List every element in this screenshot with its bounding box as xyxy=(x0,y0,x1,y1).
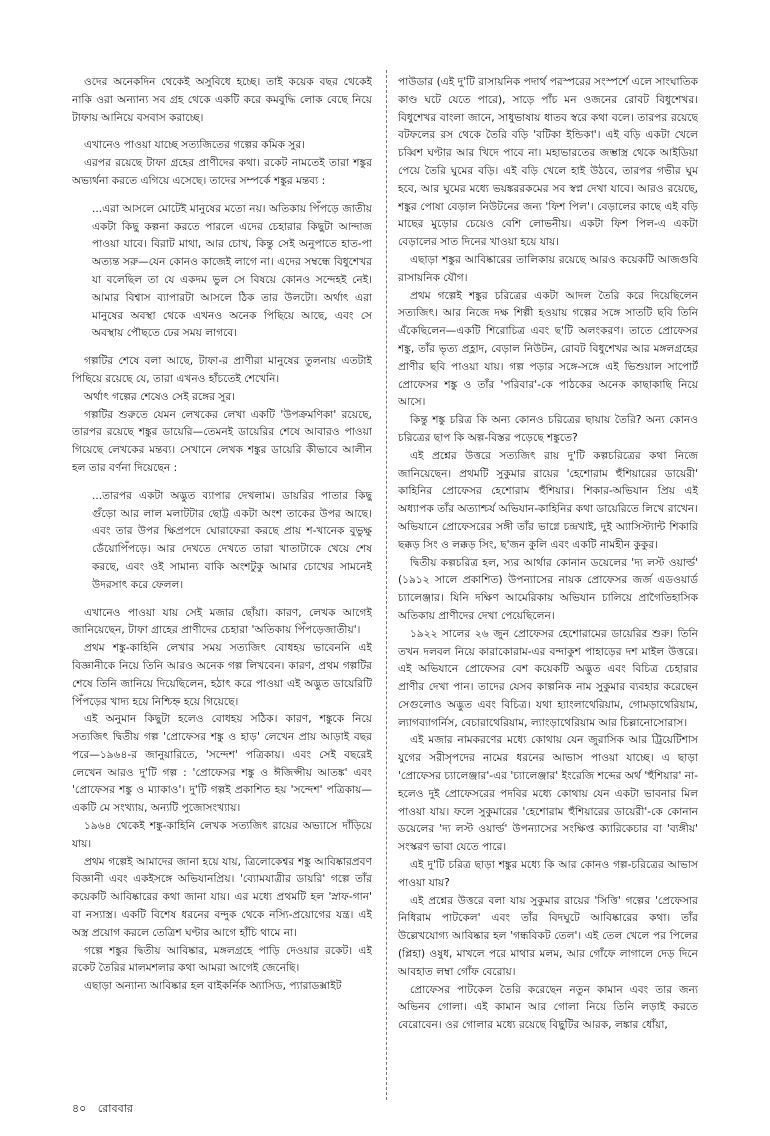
paragraph: এই মজার নামকরণের মধ্যে কোথায় যেন জুরাসিক আর ট্রিয়েটিশাস যুগের সরীসৃপদের নামের ধরনের আভাস পাওয়া যাচ্ছে। এ ছাড়া 'প্রোফেসর চ্যালেঞ্জার'-এর 'চ্যালেঞ্জার' ইংরেজি শব্দের অর্থ 'হুঁশিয়ার' না-হলেও দুই প্রোফেসরের পদবির মধ্যে কোথায় যেন একটা ভাবনার মিল পাওয়া যায়। ফলে সুকুমারের 'হেশোরাম হুঁশিয়ারের ডায়েরী'-কে কোনান ডয়েলের 'দ্য লস্ট ওয়ার্ল্ড' উপন্যাসের সংক্ষিপ্ত ক্যারিকেচার বা 'ব্যঙ্গীয়' সংস্করণ ভাবা যেতে পারে। xyxy=(398,734,698,854)
paragraph: ১৯২২ সালের ২৬ জুন প্রোফেসর হেশোরামের ডায়েরির শুরু। তিনি তখন দলবল নিয়ে কারাকোরাম-এর বন্দাকুশ পাহাড়ের দশ মাইল উত্তরে। এই অভিযানে প্রোফেসর বেশ কয়েকটি অদ্ভুত এবং বিচিত্র চেহারার প্রাণীর দেখা পান। তাদের যেসব কাল্পনিক নাম সুকুমার ব্যবহার করেছেন সেগুলোও অদ্ভুত এবং বিচিত্র। যথা হ্যাংলাথেরিয়াম, গোমড়াথেরিয়াম, ল্যাগব্যাগর্নিস, বেচারাথেরিয়াম, ল্যাংড়াথেরিয়াম আর চিল্লানোসোরাস। xyxy=(398,627,698,729)
column-divider xyxy=(386,70,387,1100)
paragraph: এছাড়া শঙ্কুর আবিষ্কারের তালিকায় রয়েছে আরও কয়েকটি আজগুবি রাসায়নিক যৌগ। xyxy=(398,253,698,284)
page-number: ৪০ xyxy=(72,1102,87,1115)
quote-text: ...তারপর একটা অদ্ভুত ব্যাপার দেখলাম। ডায়রির পাতার কিছু গুঁড়ো আর লাল মলাটটার ছোট্ট একটা অংশ তাকের উপর আছে। এবং তার উপর ক্ষিপ্রপদে ঘোরাফেরা করছে প্রায় শ-খানেক বুভুক্ষু ডেঁয়োপিঁপড়ে। আর দেখতে দেখতে তারা খাতাটাকে খেয়ে শেষ করছে, এবং ওই সামান্য বাকি অংশটুকু আমার চোখের সামনেই উদরসাৎ করে ফেলল। xyxy=(92,489,372,591)
quote-block xyxy=(92,488,372,595)
left-column xyxy=(72,74,372,1094)
page-footer xyxy=(72,1100,141,1119)
section-name: রোববার xyxy=(97,1102,133,1115)
paragraph: এছাড়া অন্যান্য আবিষ্কার হল বাইকর্নিক অ্যাসিড, প্যারাডক্সাইট xyxy=(84,980,342,993)
paragraph: প্রথম শঙ্কু-কাহিনি লেখার সময় সত্যজিৎ বোধহয় ভাবেননি এই বিজ্ঞানীকে নিয়ে তিনি আরও অনেক গল্প লিখবেন। কারণ, প্রথম গল্পটির শেষে তিনি জানিয়ে দিয়েছিলেন, হঠাৎ করে পাওয়া এই অদ্ভুত ডায়েরিটি পিঁপড়ের খাদ্য হয়ে নিশ্চিহ্ন হয়ে গিয়েছে। xyxy=(72,642,372,708)
paragraph: প্রথম গল্পেই আমাদের জানা হয়ে যায়, ত্রিলোকেশ্বর শঙ্কু আবিষ্কারপ্রবণ বিজ্ঞানী এবং একইসঙ্গে অভিযানপ্রিয়। 'ব্যোমযাত্রীর ডায়রি' গল্পে তাঁর কয়েকটি আবিষ্কারের কথা জানা যায়। এর মধ্যে প্রথমটি হল 'স্নাফ-গান' বা নস্যাস্ত্র। একটি বিশেষ ধরনের বন্দুক থেকে নস্যি-প্রয়োগের যন্ত্র। এই অস্ত্র প্রয়োগ করলে তেত্রিশ ঘণ্টার আগে হাঁচি থামে না। xyxy=(72,855,372,939)
paragraph: এরপর রয়েছে টাফা গ্রহের প্রাণীদের কথা। রকেট নামতেই তারা শঙ্কুর অভ্যর্থনা করতে এগিয়ে এসেছে। তাদের সম্পর্কে শঙ্কুর মন্তব্য : xyxy=(72,157,372,187)
paragraph: গল্পটির শেষে বলা আছে, টাফা-র প্রাণীরা মানুষের তুলনায় এতটাই পিছিয়ে রয়েছে যে, তারা এখনও হাঁচতেই শেখেনি। xyxy=(72,355,372,385)
paragraph: গল্পটির শুরুতে যেমন লেখকের লেখা একটি 'উপক্রমণিকা' রয়েছে, তারপর রয়েছে শঙ্কুর ডায়েরি—তেমনই ডায়েরির শেষে আবারও পাওয়া গিয়েছে লেখকের মন্তব্য। সেখানে লেখক শঙ্কুর ডায়েরি কীভাবে আলীন হল তার বর্ণনা দিয়েছেন : xyxy=(72,408,372,474)
paragraph: ওদের অনেকদিন থেকেই অসুবিধে হচ্ছে। তাই কয়েক বছর থেকেই নাকি ওরা অন্যান্য সব গ্রহ থেকে একটি করে কমবুদ্ধি লোক বেছে নিয়ে টাফায় আনিয়ে বসবাস করাচ্ছে। xyxy=(72,76,372,124)
quote-text: ...এরা আসলে মোটেই মানুষের মতো নয়। অতিকায় পিঁপড়ে জাতীয় একটা কিছু কল্পনা করতে পারলে এদের চেহারার কিছুটা আন্দাজ পাওয়া যাবে। বিরাট মাথা, আর চোখ, কিন্তু সেই অনুপাতে হাত-পা অত্যন্ত সরু—যেন কোনও কাজেই লাগে না। এদের সম্বন্ধে বিধুশেখর যা বলেছিল তা যে একদম ভুল সে বিষয়ে কোনও সন্দেহই নেই। আমার বিশ্বাস ব্যাপারটা আসলে ঠিক তার উলটো। অর্থাৎ এরা মানুষের অবস্থা থেকে এখনও অনেক পিছিয়ে আছে, এবং সে অবস্থায় পৌছতে ঢের সময় লাগবে। xyxy=(92,202,372,340)
paragraph: ১৯৬৪ থেকেই শঙ্কু-কাহিনি লেখক সত্যজিৎ রায়ের অভ্যাসে দাঁড়িয়ে যায়। xyxy=(72,820,372,850)
paragraph: এখানেও পাওয়া যায় সেই মজার ছোঁয়া। কারণ, লেখক আগেই জানিয়েছেন, টাফা গ্রাহের প্রাণীদের চেহারা 'অতিকায় পিঁপড়েজাতীয়'। xyxy=(72,606,372,637)
paragraph: এই প্রশ্নের উত্তরে বলা যায় সুকুমার রায়ের 'সিত্তি' গল্পের 'প্রেফেসার নিধিরাম পাটকেল' এবং তাঁর বিদঘুটে আবিষ্কারের কথা। তাঁর উল্লেখযোগ্য আবিষ্কার হল 'গন্ধবিকট তেল'। এই তেল খেলে পর পিলের (প্লিহা) ওষুধ, মাখলে পরে মাথার মলম, আর গোঁফে লাগালে দেড় দিনে আবহাত লম্বা গোঁফ বেরোয়। xyxy=(398,894,698,978)
paragraph: দ্বিতীয় কল্পচরিত্র হল, স্যর আর্থার কোনান ডয়েলের 'দ্য লস্ট ওয়ার্ল্ড' (১৯১২ সালে প্রকাশিত) উপন্যাসের নায়ক প্রোফেসর জর্জ এডওয়ার্ড চ্যালেঞ্জার। যিনি দক্ষিণ আমেরিকায় অভিযান চালিয়ে প্রাগৈতিহাসিক অতিকায় প্রাণীদের দেখা পেয়েছিলেন। xyxy=(398,556,698,622)
paragraph: পাউডার (এই দু'টি রাসায়নিক পদার্থ পরস্পরের সংস্পর্শে এলে সাংঘাতিক কাণ্ড ঘটে যেতে পারে), সাড়ে পাঁচ মন ওজনের রোবট বিধুশেখর। বিধুশেখর বাংলা জানে, সাধুভাষায় ধাতব স্বরে কথা বলে। তারপর রয়েছে বটফলের রস থেকে তৈরি বড়ি 'বটিকা ইন্ডিকা'। এই বড়ি একটা খেলে চব্বিশ ঘণ্টার আর খিদে পাবে না। মহাভারতের জম্ভাস্ত্র থেকে আইডিয়া পেয়ে তৈরি ঘুমের বড়ি। এই বড়ি খেলে হাই উঠবে, তারপর গভীর ঘুম হবে, আর ঘুমের মধ্যে ভয়ঙ্কররকমের সব স্বপ্ন দেখা যাবে। আরও রয়েছে, শঙ্কুর পোষা বেড়াল নিউটনের জন্য 'ফিশ পিল'। বেড়ালের কাছে এই বড়ি মাছের মুড়োর চেয়েও বেশি লোভনীয়। একটা ফিশ পিল-এ একটা বেড়ালের সাত দিনের খাওয়া হয়ে যায়। xyxy=(398,76,698,249)
paragraph: গল্পে শঙ্কুর দ্বিতীয় আবিষ্কার, মঙ্গলগ্রহে পাড়ি দেওয়ার রকেট। এই রকেট তৈরির মালমশলার কথা আমরা আগেই জেনেছি। xyxy=(72,944,372,975)
paragraph: এখানেও পাওয়া যাচ্ছে সত্যজিতের গল্পের কমিক সুর। xyxy=(84,139,306,152)
paragraph: অর্থাৎ গল্পের শেষেও সেই রঙ্গের সুর। xyxy=(84,390,236,403)
paragraph: প্রথম গল্পেই শঙ্কুর চরিত্রের একটা আদল তৈরি করে দিয়েছিলেন সত্যজিৎ। আর নিজে দক্ষ শিল্পী হওয়ায় গল্পের সঙ্গে সাতটি ছবি তিনি এঁকেছিলেন—একটি শিরোচিত্র এবং ছ'টি অলংকরণ। তাতে প্রোফেসর শঙ্কু, তাঁর ভৃত্য প্রহ্লাদ, বেড়াল নিউটন, রোবট বিধুশেখর আর মঙ্গলগ্রহের প্রাণীর ছবি পাওয়া যায়। গল্প পড়ার সঙ্গে-সঙ্গে এই ভিশুয়াল সাপোর্ট প্রোফেসর শঙ্কু ও তাঁর 'পরিবার'-কে পাঠকের অনেক কাছাকাছি নিয়ে আসে। xyxy=(398,289,698,409)
paragraph: এই দু'টি চরিত্র ছাড়া শঙ্কুর মধ্যে কি আর কোনও গল্প-চরিত্রের আভাস পাওয়া যায়? xyxy=(398,859,698,889)
paragraph: এই প্রশ্নের উত্তরে সত্যজিৎ রায় দু'টি কল্পচরিত্রের কথা নিজে জানিয়েছেন। প্রথমটি সুকুমার রায়ের 'হেশোরাম হুঁশিয়ারের ডায়েরী' কাহিনির প্রোফেসর হেশোরাম হুঁশিয়ার। শিকার-অভিযান প্রিয় এই অধ্যাপক তাঁর অত্যাশ্চর্য অভিযান-কাহিনির কথা ডায়েরিতে লিখে রাখেন। অভিযানে প্রোফেসরের সঙ্গী তাঁর ভাগ্নে চন্দ্রখাই, দুই অ্যাসিস্ট্যান্ট শিকারি ছক্কড় সিং ও লক্কড় সিং, ছ'জন কুলি এবং একটি নামহীন কুকুর। xyxy=(398,449,698,551)
quote-block xyxy=(92,201,372,343)
paragraph: প্রোফেসর পাটকেল তৈরি করেছেন নতুন কামান এবং তার জন্য অভিনব গোলা। এই কামান আর গোলা নিয়ে তিনি লড়াই করতে বেরোবেন। ওর গোলার মধ্যে রয়েছে বিছুটির আরক, লঙ্কার ধোঁয়া, xyxy=(398,983,698,1032)
paragraph: কিন্তু শঙ্কু চরিত্র কি অন্য কোনও চরিত্রের ছায়ায় তৈরি? অন্য কোনও চরিত্রের ছাপ কি অল্প-বিস্তর পড়েছে শঙ্কুতে? xyxy=(398,414,698,444)
paragraph: এই অনুমান কিছুটা হলেও বোধহয় সঠিক। কারণ, শঙ্কুকে নিয়ে সত্যজিৎ দ্বিতীয় গল্প 'প্রোফেসর শঙ্কু ও হাড়' লেখেন প্রায় আড়াই বছর পরে—১৯৬৪-র জানুয়ারিতে, 'সন্দেশ' পত্রিকায়। এবং সেই বছরেই লেখেন আরও দু'টি গল্প : 'প্রোফেসর শঙ্কু ও ঈজিপ্সীয় আতঙ্ক' এবং 'প্রোফেসর শঙ্কু ও ম্যাকাও'। দু'টি গল্পই প্রকাশিত হয় 'সন্দেশ' পত্রিকায়—একটি মে সংখ্যায়, অন্যটি পুজোসংখ্যায়। xyxy=(72,713,372,815)
right-column xyxy=(398,74,698,1116)
